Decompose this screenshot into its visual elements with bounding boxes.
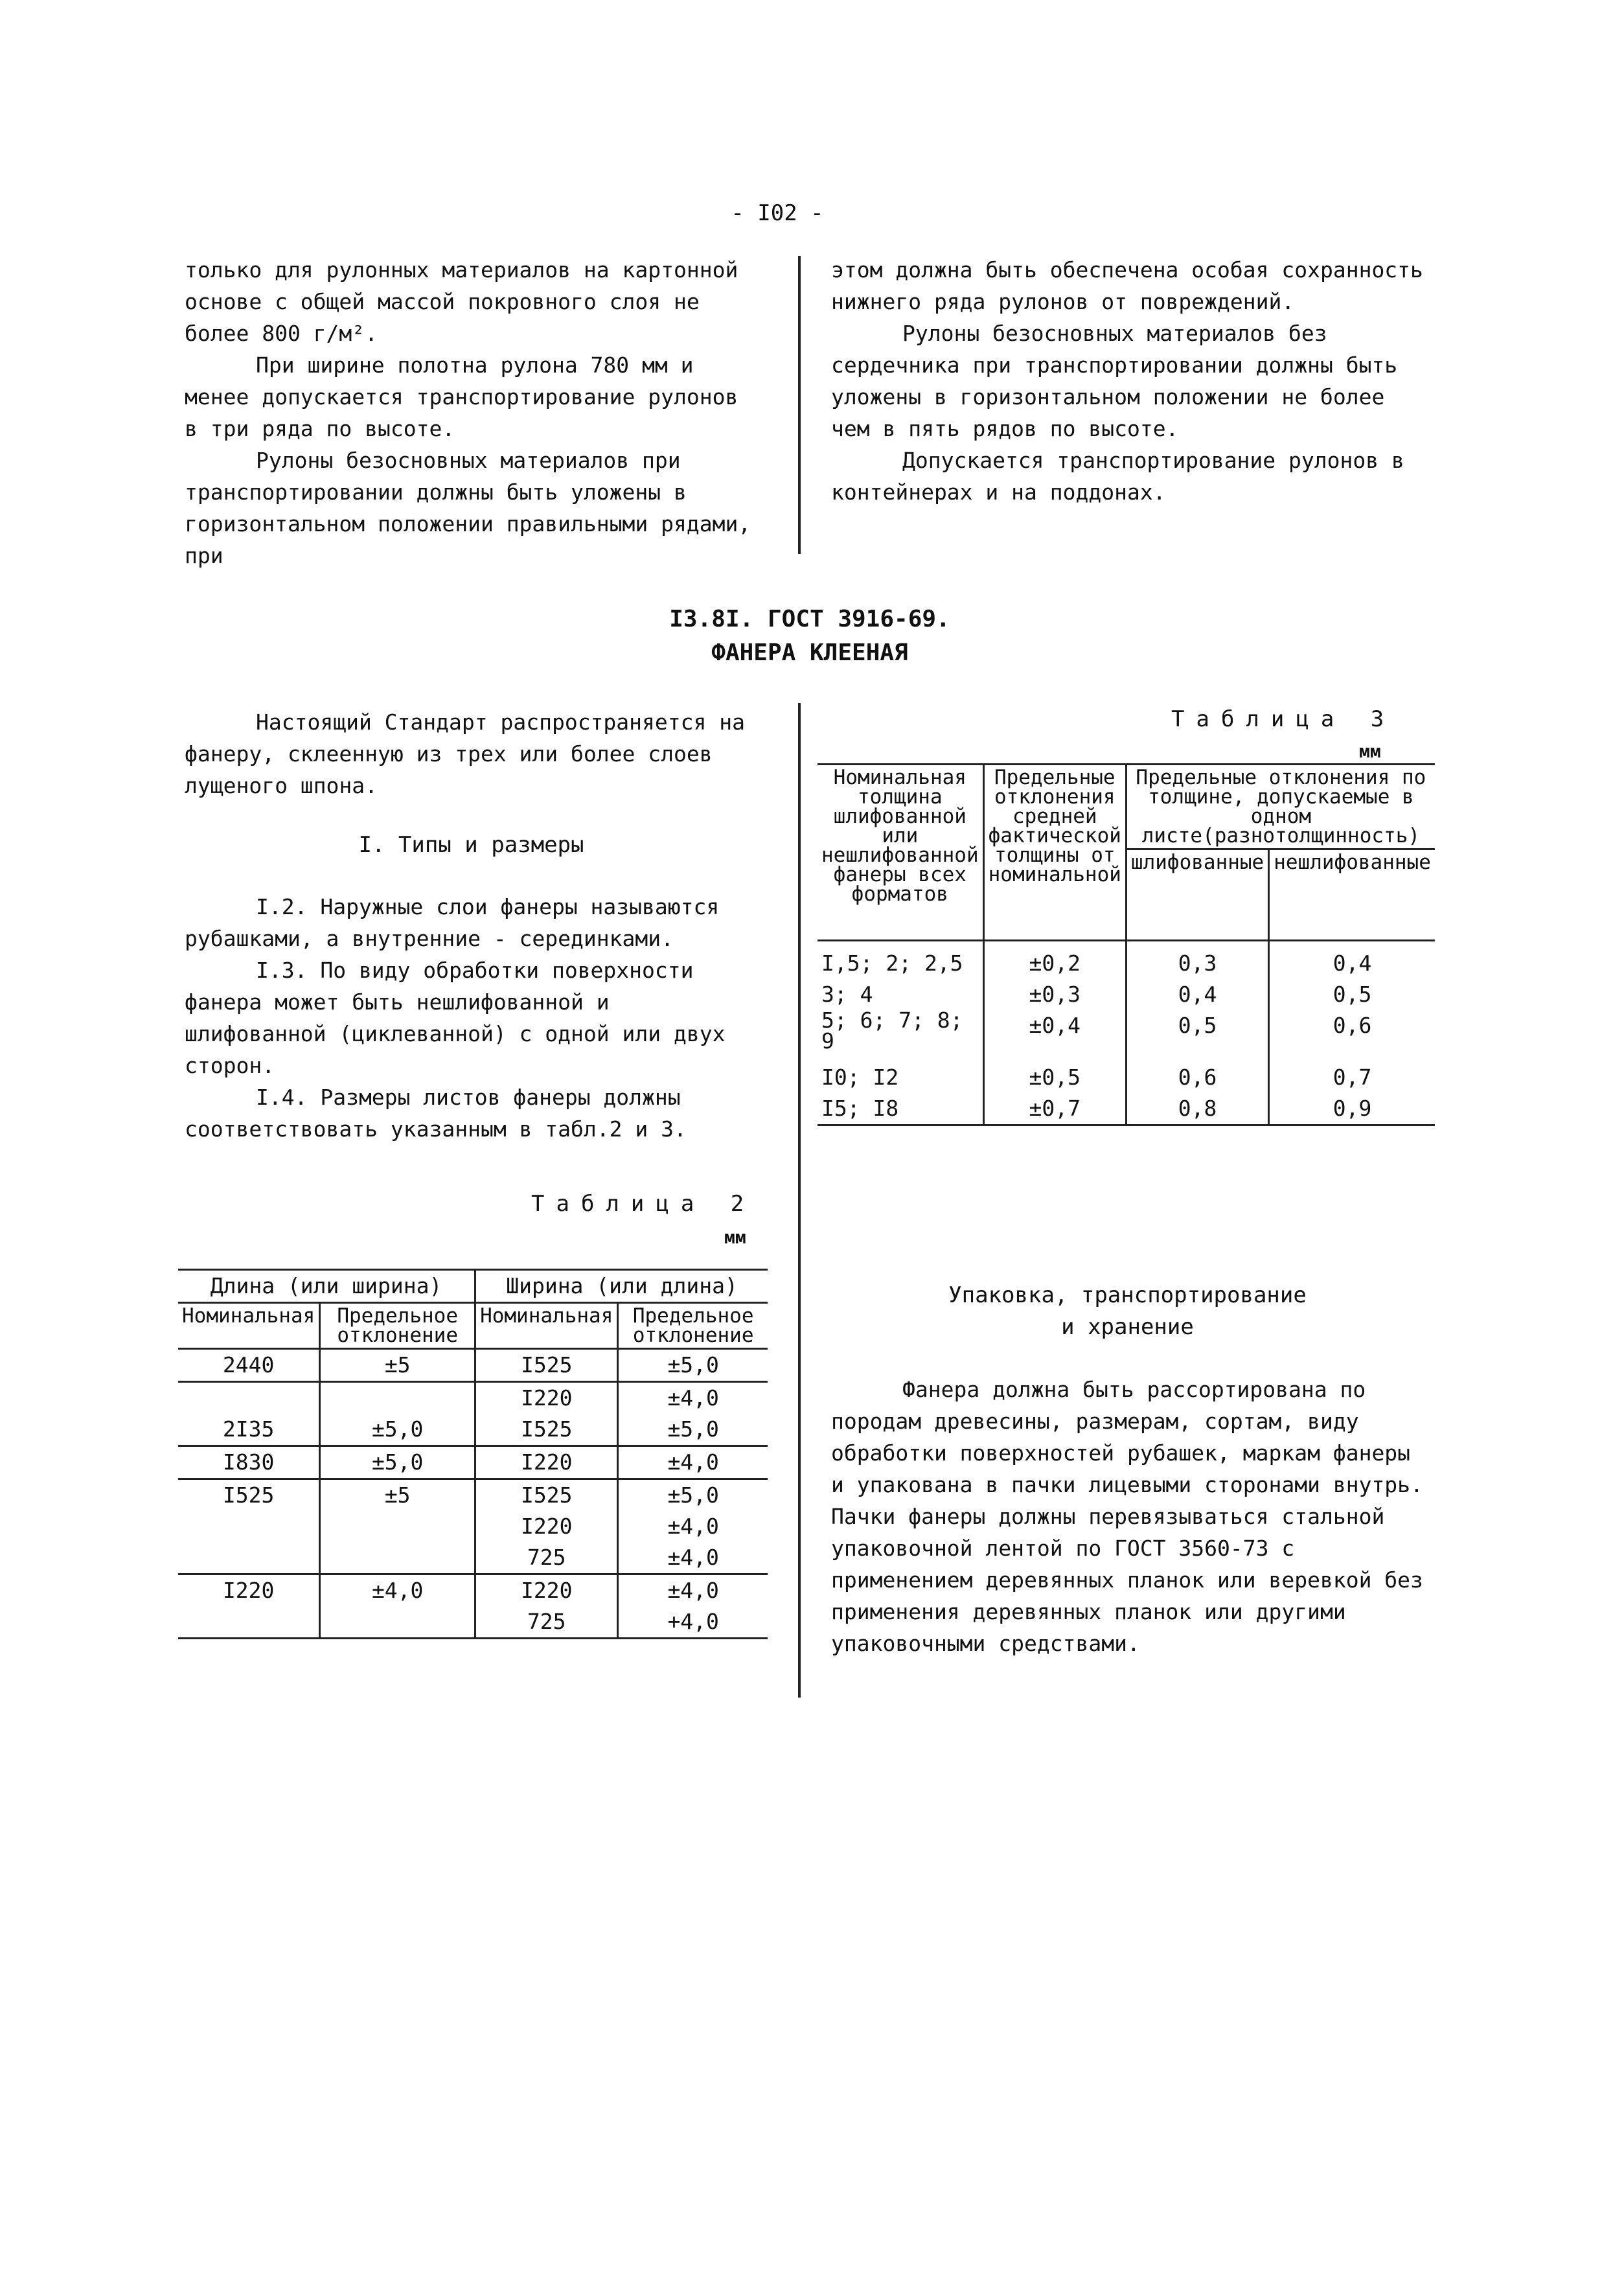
top-right-para-3: Допускается транспортирование рулонов в контейнерах и на поддонах. xyxy=(831,448,1404,505)
t3-unsanded: 0,6 xyxy=(1332,1013,1372,1038)
t2-width: I525 xyxy=(475,1349,618,1382)
table2-group-width: Ширина (или длина) xyxy=(475,1270,768,1303)
t3-sanded: 0,5 xyxy=(1126,1010,1268,1062)
t3-unsanded: 0,9 xyxy=(1269,1093,1435,1125)
t2-width: I220 xyxy=(475,1574,618,1607)
t3-mean-deviation: ±0,4 xyxy=(983,1010,1126,1062)
table2-unit: мм xyxy=(724,1227,746,1248)
intro-paragraph: Настоящий Стандарт распространяется на фанеру, склеенную из трех или более слоев лущеного шпона. xyxy=(185,709,745,798)
section1-para-1: I.2. Наружные слои фанеры называются рубашками, а внутренние - серединками. xyxy=(185,894,720,951)
table3-header-mean-deviation: Предельные отклонения средней фактической толщины от номинальной xyxy=(983,765,1126,941)
t2-length: 2440 xyxy=(178,1349,320,1382)
packing-paragraph: Фанера должна быть рассортирована по породам древесины, размерам, сортам, виду обработки поверхностей рубашек, маркам фанеры и упакована в пачки лицевыми сторонами внутрь. Пачки фанеры должны перевязываться стальной упаковочной лентой по ГОСТ 3560-73 с применением деревянных планок или веревкой без применения деревянных планок или другими упаковочными средствами. xyxy=(831,1377,1423,1656)
t2-length: I830 xyxy=(178,1446,320,1479)
t2-length-dev xyxy=(320,1542,475,1574)
section1-title: I. Типы и размеры xyxy=(358,832,584,858)
page-number: - I02 - xyxy=(731,200,824,226)
t2-length xyxy=(178,1511,320,1542)
table-row xyxy=(818,1062,1435,1093)
t2-width: I525 xyxy=(475,1414,618,1446)
t2-length-dev xyxy=(320,1606,475,1639)
heading-gost: I3.8I. ГОСТ 3916-69. xyxy=(669,606,950,632)
column-divider-top xyxy=(798,256,801,554)
top-right-para-1: этом должна быть обеспечена особая сохранность нижнего ряда рулонов от повреждений. xyxy=(831,257,1423,314)
t3-thickness: 5; 6; 7; 8; 9 xyxy=(818,1010,983,1062)
table-row xyxy=(818,1010,1435,1062)
t2-width: I525 xyxy=(475,1479,618,1512)
table-row xyxy=(178,1382,768,1414)
t2-length: I525 xyxy=(178,1479,320,1512)
table-row xyxy=(178,1479,768,1512)
t2-width: 725 xyxy=(475,1542,618,1574)
t3-mean-deviation: ±0,5 xyxy=(983,1062,1126,1093)
table-row xyxy=(178,1446,768,1479)
t2-width-dev: ±5,0 xyxy=(618,1414,768,1446)
table2-caption: Таблица 2 xyxy=(531,1191,756,1217)
table3 xyxy=(818,763,1435,1126)
section1-para-2: I.3. По виду обработки поверхности фанера может быть нешлифованной и шлифованной (циклеванной) с одной или двух сторон. xyxy=(185,958,726,1078)
t2-length-dev: ±5,0 xyxy=(320,1414,475,1446)
packing-title-line1: Упаковка, транспортирование xyxy=(948,1282,1307,1308)
t2-width-dev: +4,0 xyxy=(618,1606,768,1639)
t2-length xyxy=(178,1542,320,1574)
heading-title: ФАНЕРА КЛЕЕНАЯ xyxy=(711,640,908,666)
t2-length-dev: ±5 xyxy=(320,1349,475,1382)
table3-unit: мм xyxy=(1359,741,1381,762)
t2-width: 725 xyxy=(475,1606,618,1639)
table2-header-nominal-1: Номинальная xyxy=(178,1303,320,1349)
table3-caption: Таблица 3 xyxy=(1171,706,1396,732)
table2 xyxy=(178,1269,768,1639)
t2-length xyxy=(178,1382,320,1414)
table-row xyxy=(178,1349,768,1382)
t2-width: I220 xyxy=(475,1446,618,1479)
packing-title-line2: и хранение xyxy=(1061,1314,1194,1340)
table-row xyxy=(178,1511,768,1542)
t2-width-dev: ±4,0 xyxy=(667,1578,719,1603)
section1-para-3: I.4. Размеры листов фанеры должны соответствовать указанным в табл.2 и 3. xyxy=(185,1085,687,1142)
t3-unsanded: 0,5 xyxy=(1332,982,1372,1007)
table-row xyxy=(818,941,1435,980)
table2-group-length: Длина (или ширина) xyxy=(178,1270,475,1303)
section-heading xyxy=(518,603,1101,670)
t2-width-dev: ±4,0 xyxy=(667,1385,719,1411)
t2-length-dev xyxy=(320,1382,475,1414)
t3-thickness: I0; I2 xyxy=(818,1062,983,1093)
table3-header-sanded: шлифованные xyxy=(1126,849,1268,941)
table2-header-deviation-2: Предельное отклонение xyxy=(618,1303,768,1349)
top-left-para-2: При ширине полотна рулона 780 мм и менее допускается транспортирование рулонов в три ряда по высоте. xyxy=(185,352,738,441)
top-left-para-1: только для рулонных материалов на картонной основе с общей массой покровного слоя не более 800 г/м². xyxy=(185,257,738,346)
t2-width-dev: ±5,0 xyxy=(667,1482,719,1508)
table-row xyxy=(818,979,1435,1010)
table3-header-unsanded: нешлифованные xyxy=(1269,849,1435,941)
t3-mean-deviation: ±0,2 xyxy=(983,941,1126,980)
t2-width: I220 xyxy=(475,1382,618,1414)
table2-header-nominal-2: Номинальная xyxy=(475,1303,618,1349)
table-row xyxy=(178,1542,768,1574)
t2-length: 2I35 xyxy=(178,1414,320,1446)
table-row xyxy=(818,1093,1435,1125)
section1-body xyxy=(185,891,758,1145)
packing-title xyxy=(831,1280,1424,1343)
t2-length-dev: ±4,0 xyxy=(320,1574,475,1607)
t3-unsanded: 0,4 xyxy=(1332,951,1372,976)
t2-width-dev: ±4,0 xyxy=(618,1542,768,1574)
t3-thickness: I5; I8 xyxy=(818,1093,983,1125)
t3-mean-deviation: ±0,3 xyxy=(983,979,1126,1010)
table3-header-thickness: Номинальная толщина шлифованной или нешлифованной фанеры всех форматов xyxy=(818,765,983,941)
t3-mean-deviation: ±0,7 xyxy=(983,1093,1126,1125)
t2-width-dev: ±4,0 xyxy=(618,1446,768,1479)
t2-width-dev: ±4,0 xyxy=(667,1514,719,1539)
top-right-column xyxy=(831,254,1424,508)
top-right-para-2: Рулоны безосновных материалов без сердечника при транспортировании должны быть уложены в горизонтальном положении не более чем в пять рядов по высоте. xyxy=(831,321,1398,441)
t2-length xyxy=(178,1606,320,1639)
t2-length-dev: ±5,0 xyxy=(320,1446,475,1479)
t2-length-dev xyxy=(320,1511,475,1542)
table2-header-deviation-1: Предельное отклонение xyxy=(320,1303,475,1349)
t3-sanded: 0,8 xyxy=(1126,1093,1268,1125)
t3-sanded: 0,3 xyxy=(1126,941,1268,980)
t3-sanded: 0,6 xyxy=(1126,1062,1268,1093)
t3-unsanded: 0,7 xyxy=(1332,1065,1372,1090)
table3-header-sheet-deviation: Предельные отклонения по толщине, допускаемые в одном листе(разнотолщинность) xyxy=(1126,765,1434,849)
table-row xyxy=(178,1574,768,1607)
t3-thickness: 3; 4 xyxy=(818,979,983,1010)
t3-sanded: 0,4 xyxy=(1126,979,1268,1010)
t2-width: I220 xyxy=(475,1511,618,1542)
t2-length: I220 xyxy=(178,1574,320,1607)
table-row xyxy=(178,1414,768,1446)
t2-width-dev: ±5,0 xyxy=(618,1349,768,1382)
top-left-para-3: Рулоны безосновных материалов при транспортировании должны быть уложены в горизонтальном положении правильными рядами, при xyxy=(185,448,751,568)
column-divider-main xyxy=(798,703,801,1698)
t2-length-dev: ±5 xyxy=(320,1479,475,1512)
top-left-column xyxy=(185,254,758,571)
table-row xyxy=(178,1606,768,1639)
t3-thickness: I,5; 2; 2,5 xyxy=(818,941,983,980)
